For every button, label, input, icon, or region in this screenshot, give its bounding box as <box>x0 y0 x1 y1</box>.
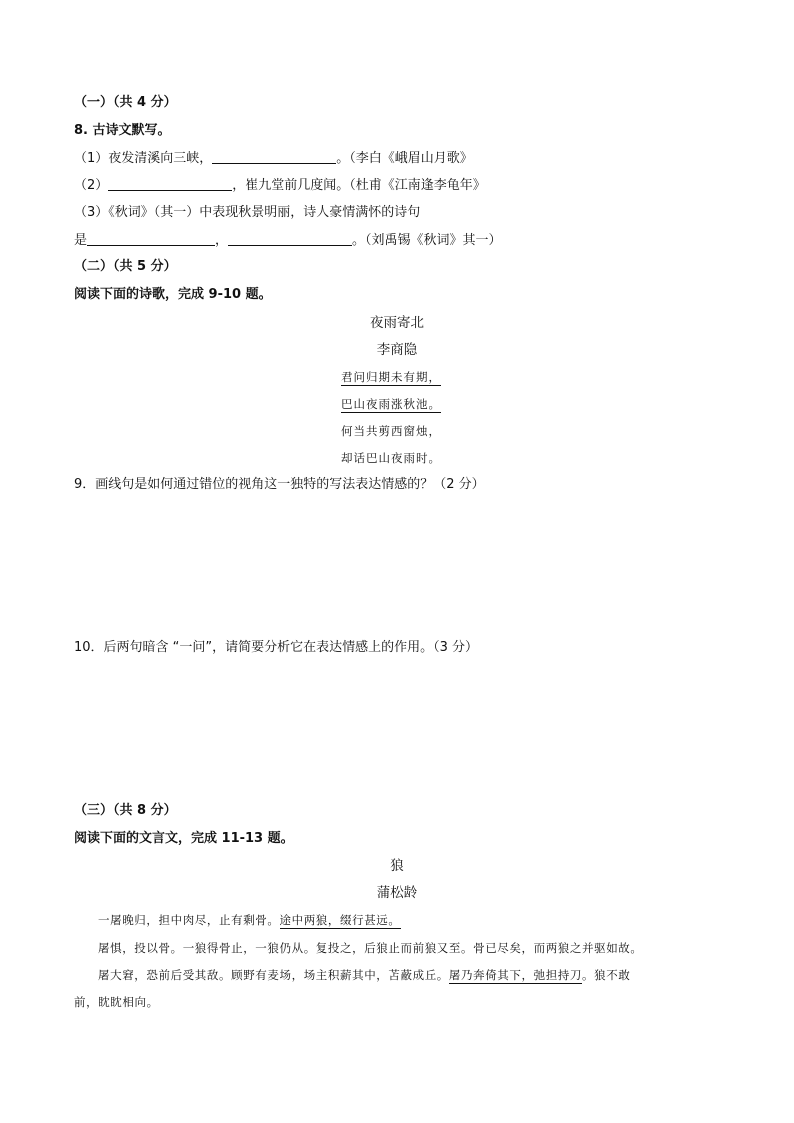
q8-1-answer-blank[interactable] <box>212 149 336 164</box>
section1-header: （一）（共 4 分） <box>74 95 177 110</box>
section3-header: （三）（共 8 分） <box>74 803 177 818</box>
q10: 10．后两句暗含 “一问”，请简要分析它在表达情感上的作用。（3 分） <box>74 640 479 655</box>
paragraph-3-part-c: 。狼不敢 <box>582 968 631 982</box>
paragraph-3-part-a: 屠大窘，恐前后受其敌。顾野有麦场，场主积薪其中，苫蔽成丘。 <box>98 968 449 982</box>
poem-line-4: 却话巴山夜雨时。 <box>341 451 441 465</box>
poem-line-2 <box>341 396 441 412</box>
poem-line-1-text: 君问归期未有期， <box>341 370 441 384</box>
q8-1-suffix: 。（李白《峨眉山月歌》 <box>336 151 473 166</box>
q8-2-answer-blank[interactable] <box>108 176 232 191</box>
paragraph-1-underlined: 途中两狼，缀行甚远。 <box>279 913 401 927</box>
paragraph-3-line-1 <box>74 967 734 983</box>
q8-2-suffix: ，崔九堂前几度闻。（杜甫《江南逢李龟年》 <box>232 178 486 193</box>
poem-line-1 <box>341 369 441 385</box>
q8-item-3-line2 <box>74 231 502 250</box>
q8-1-prefix: （1）夜发清溪向三峡， <box>74 151 213 166</box>
paragraph-1 <box>74 912 734 928</box>
poem-line-2-text: 巴山夜雨涨秋池。 <box>341 397 441 411</box>
paragraph-3-underlined: 屠乃奔倚其下，弛担持刀 <box>448 968 583 982</box>
text-title: 狼 <box>390 858 404 874</box>
q8-3-mid: ， <box>215 233 229 248</box>
paragraph-1-part-a: 一屠晚归，担中肉尽，止有剩骨。 <box>98 913 280 927</box>
paragraph-2: 屠惧，投以骨。一狼得骨止，一狼仍从。复投之，后狼止而前狼又至。骨已尽矣，而两狼之并驱如故。 <box>98 941 643 955</box>
q9-answer-area[interactable] <box>74 500 734 628</box>
poem-title: 夜雨寄北 <box>370 315 424 331</box>
q8-2-prefix: （2） <box>74 178 109 193</box>
text-author: 蒲松龄 <box>376 885 418 901</box>
q8-item-1 <box>74 149 473 168</box>
section3-instruction: 阅读下面的文言文，完成 11-13 题。 <box>74 831 294 846</box>
q8-title: 8. 古诗文默写。 <box>74 123 171 138</box>
q8-3-prefix: 是 <box>74 233 88 248</box>
section2-header: （二）（共 5 分） <box>74 259 177 274</box>
q8-3-answer-blank-1[interactable] <box>87 231 215 246</box>
q8-item-3-line1: （3）《秋词》（其一）中表现秋景明丽，诗人豪情满怀的诗句 <box>74 205 421 220</box>
poem-line-3: 何当共剪西窗烛， <box>341 424 441 438</box>
section2-instruction: 阅读下面的诗歌，完成 9-10 题。 <box>74 287 272 302</box>
poem-author: 李商隐 <box>376 342 418 358</box>
paragraph-3-line-2: 前，眈眈相向。 <box>74 995 159 1009</box>
q10-answer-area[interactable] <box>74 663 734 793</box>
q8-item-2 <box>74 176 486 195</box>
q8-3-answer-blank-2[interactable] <box>228 231 352 246</box>
q8-3-suffix: 。（刘禹锡《秋词》其一） <box>352 233 502 248</box>
q9: 9．画线句是如何通过错位的视角这一独特的写法表达情感的？（2 分） <box>74 477 485 492</box>
